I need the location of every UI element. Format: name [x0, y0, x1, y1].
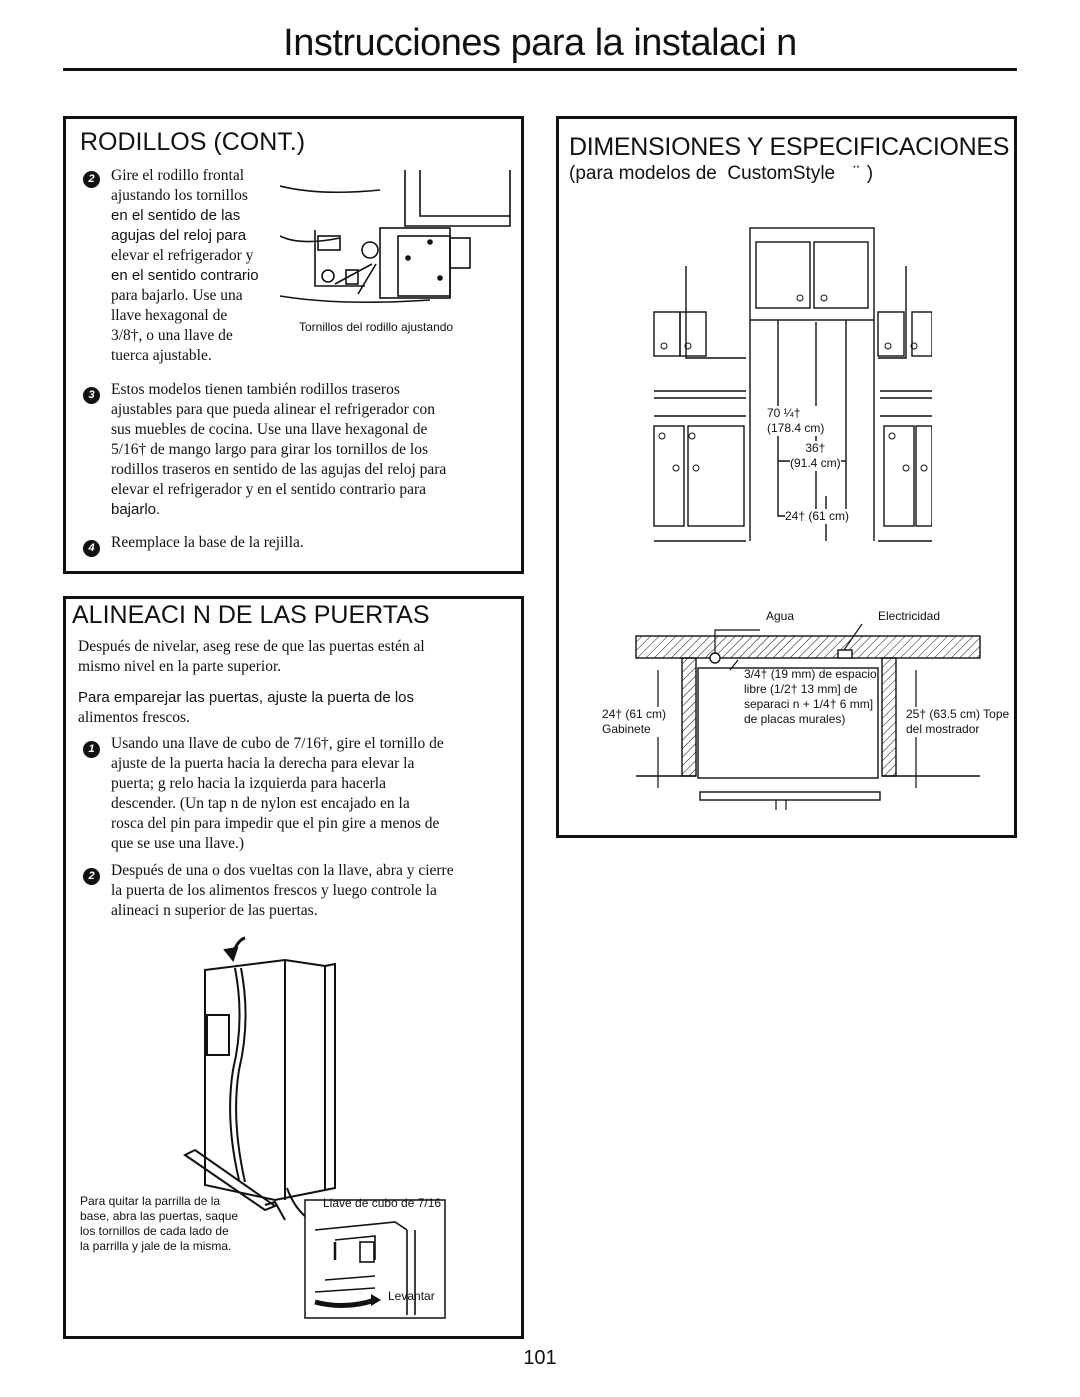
- step-2b-badge: 2: [83, 868, 100, 885]
- text-line: que se use una llave.): [111, 835, 244, 852]
- text-line: la puerta de los alimentos frescos y luego controle la: [111, 882, 437, 899]
- text-line: Usando una llave de cubo de 7/16†, gire el tornillo de: [111, 735, 444, 752]
- text-line: bajarlo.: [111, 501, 161, 518]
- text-line: Gabinete: [602, 722, 651, 736]
- electric-label: Electricidad: [878, 609, 941, 623]
- title-rule: [63, 68, 1017, 71]
- text-line: ajustables para que pueda alinear el refrigerador con: [111, 401, 436, 418]
- alineacion-heading: ALINEACI N DE LAS PUERTAS: [72, 601, 430, 629]
- text-line: tuerca ajustable.: [111, 347, 212, 364]
- text-line: agujas del reloj para: [111, 227, 247, 244]
- page-number: 101: [523, 1347, 557, 1369]
- text-line: en el sentido de las: [111, 207, 241, 224]
- step-1-badge: 1: [83, 741, 100, 758]
- text-line: Para emparejar las puertas, ajuste la puerta de los: [78, 689, 415, 706]
- rodillos-step-4: Reemplace la base de la rejilla.: [111, 534, 304, 551]
- text-line: 5/16† de mango largo para girar los tornillos de los: [111, 441, 428, 458]
- counter-depth-label: [906, 707, 1009, 737]
- rodillos-step-3: [111, 380, 516, 520]
- text-line: rodillos traseros en sentido de las agujas del reloj para: [111, 461, 447, 478]
- text-line: del mostrador: [906, 722, 980, 736]
- text-line: elevar el refrigerador y: [111, 247, 254, 264]
- step-3-badge: 3: [83, 387, 100, 404]
- width-inches: 36†: [805, 441, 826, 455]
- height-dimension: [765, 406, 826, 436]
- text-line: libre (1/2† 13 mm] de: [744, 682, 858, 696]
- wrench-label: Llave de cubo de 7/16: [323, 1196, 442, 1210]
- text-line: la parrilla y jale de la misma.: [80, 1239, 232, 1253]
- alineacion-emparejar: [78, 688, 508, 728]
- roller-caption: Tornillos del rodillo ajustando: [299, 320, 454, 334]
- text-line: llave hexagonal de: [111, 307, 228, 324]
- height-inches: 70 ¼†: [767, 406, 801, 420]
- text-line: 3/8†, o una llave de: [111, 327, 233, 344]
- step-4-badge: 4: [83, 540, 100, 557]
- text-line: Para quitar la parrilla de la: [80, 1194, 221, 1208]
- text-line: Después de una o dos vueltas con la llave, abra y cierre: [111, 862, 454, 879]
- lift-label: Levantar: [388, 1289, 435, 1303]
- dimensiones-subheading: (para modelos de CustomStyle ̈ ): [569, 163, 874, 184]
- water-label: Agua: [766, 609, 795, 623]
- text-line: puerta; g relo hacia la izquierda para hacerla: [111, 775, 386, 792]
- text-line: Estos modelos tienen también rodillos traseros: [111, 381, 400, 398]
- text-line: de placas murales): [744, 712, 846, 726]
- text-line: 24† (61 cm): [602, 707, 667, 721]
- rodillos-step-2: [111, 166, 286, 366]
- text-line: rosca del pin para impedir que el pin gire a menos de: [111, 815, 440, 832]
- text-line: Después de nivelar, aseg rese de que las puertas estén al: [78, 638, 425, 655]
- rodillos-heading: RODILLOS (CONT.): [80, 128, 306, 156]
- refrigerator-illustration: [175, 930, 515, 1330]
- alineacion-intro: [78, 637, 508, 677]
- text-line: alineaci n superior de las puertas.: [111, 902, 318, 919]
- text-line: 25† (63.5 cm) Tope: [906, 707, 1010, 721]
- height-cm: (178.4 cm): [767, 421, 825, 435]
- grille-caption: [80, 1194, 280, 1254]
- text-line: Gire el rodillo frontal: [111, 167, 244, 184]
- text-line: sus muebles de cocina. Use una llave hexagonal de: [111, 421, 428, 438]
- text-line: separaci n + 1/4† 6 mm]: [744, 697, 874, 711]
- text-line: base, abra las puertas, saque: [80, 1209, 239, 1223]
- text-line: los tornillos de cada lado de: [80, 1224, 229, 1238]
- depth-dimension: 24† (61 cm): [785, 509, 850, 523]
- cabinet-elevation-drawing: [650, 226, 932, 544]
- cabinet-depth-label: [602, 707, 666, 737]
- text-line: para bajarlo. Use una: [111, 287, 243, 304]
- alineacion-step-2: [111, 861, 516, 921]
- text-line: descender. (Un tap n de nylon est encajado en la: [111, 795, 410, 812]
- text-line: ajuste de la puerta hacia la derecha para elevar la: [111, 755, 415, 772]
- page-title: Instrucciones para la instalaci n: [283, 22, 797, 64]
- text-line: 3/4† (19 mm) de espacio: [744, 667, 877, 681]
- clearance-note: [744, 667, 894, 727]
- dimensiones-heading: DIMENSIONES Y ESPECIFICACIONES: [569, 133, 1010, 161]
- text-line: ajustando los tornillos: [111, 187, 248, 204]
- alineacion-step-1: [111, 734, 516, 854]
- step-2-badge: 2: [83, 171, 100, 188]
- width-cm: (91.4 cm): [790, 456, 841, 470]
- roller-illustration: [280, 166, 516, 326]
- text-line: elevar el refrigerador y en el sentido contrario para: [111, 481, 427, 498]
- text-line: alimentos frescos.: [78, 709, 190, 726]
- text-line: en el sentido contrario: [111, 267, 259, 284]
- text-line: mismo nivel en la parte superior.: [78, 658, 282, 675]
- width-dimension: [790, 441, 841, 471]
